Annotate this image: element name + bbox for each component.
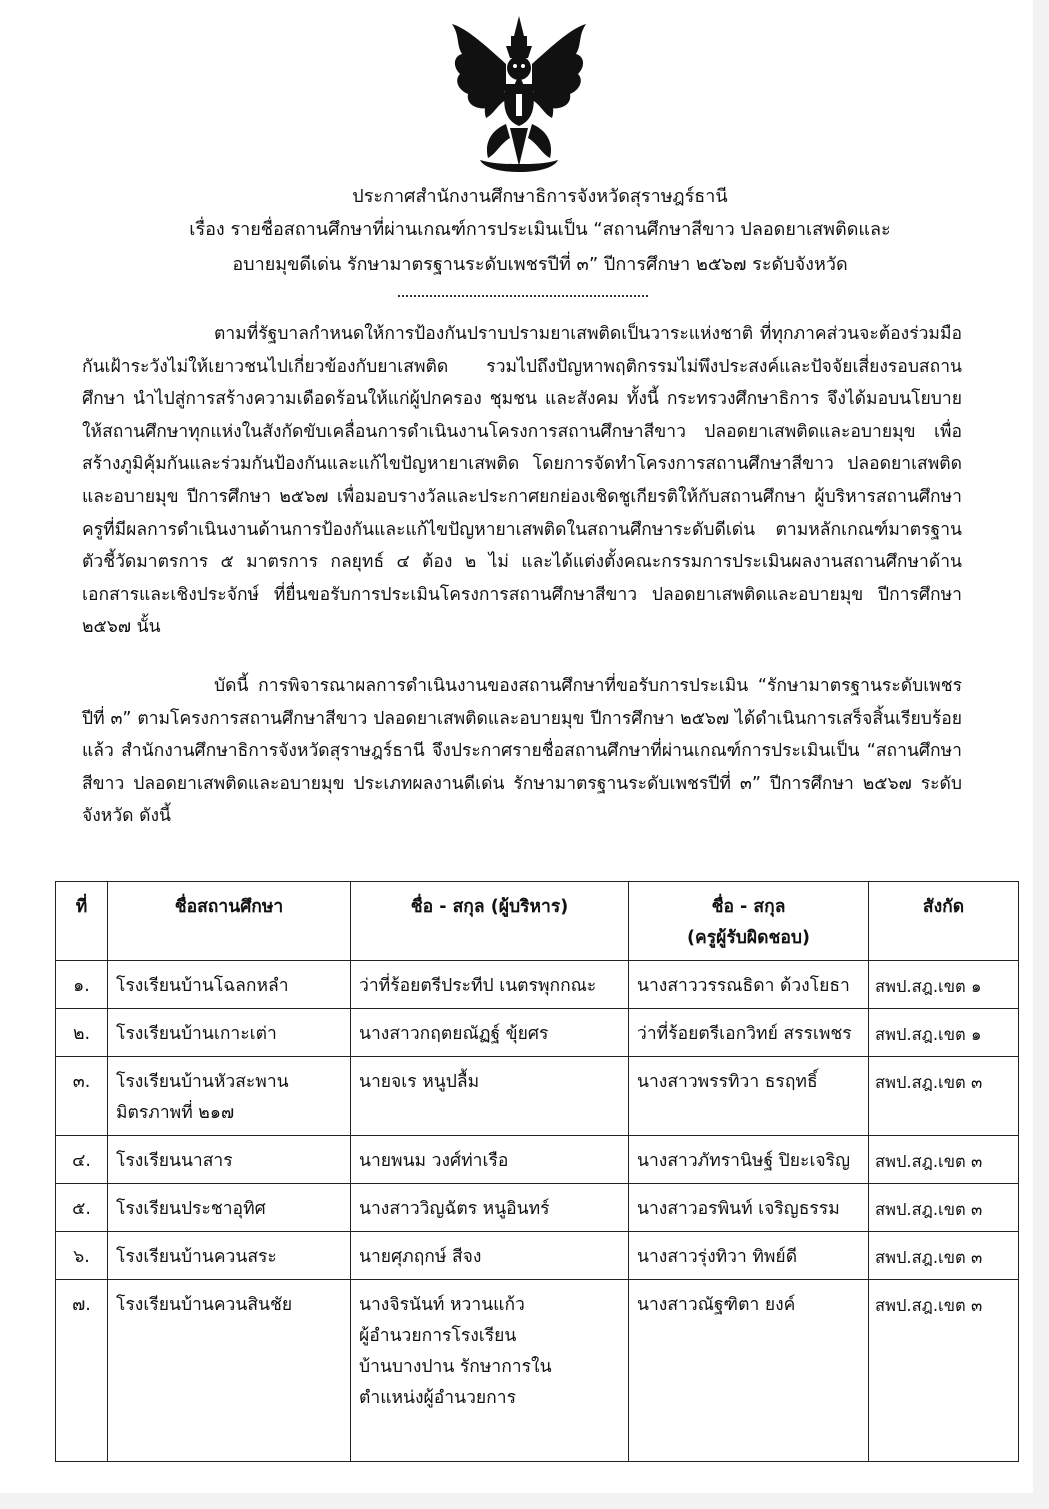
- row-affiliation: สพป.สฎ.เขต ๓: [869, 1280, 1019, 1462]
- table-row: [56, 1057, 1019, 1136]
- garuda-emblem-icon: [444, 14, 594, 174]
- admin-line: ตำแหน่งผู้อำนวยการ: [359, 1388, 516, 1408]
- header-teacher-line1: ชื่อ - สกุล: [711, 897, 786, 917]
- row-affiliation: สพป.สฎ.เขต ๓: [869, 1057, 1019, 1136]
- admin-line: ว่าที่ร้อยตรีประทีป เนตรพุกกณะ: [359, 976, 597, 996]
- admin-line: นายจเร หนูปลื้ม: [359, 1072, 480, 1092]
- row-school: [108, 961, 351, 1009]
- row-school: [108, 1184, 351, 1232]
- table-row: [56, 1009, 1019, 1057]
- row-affiliation: สพป.สฎ.เขต ๑: [869, 1009, 1019, 1057]
- row-no: ๖.: [56, 1232, 108, 1280]
- school-list-table: [55, 881, 1019, 1462]
- row-teacher: นางสาวพรรทิวา ธรฤทธิ์: [629, 1057, 869, 1136]
- row-affiliation: สพป.สฎ.เขต ๓: [869, 1136, 1019, 1184]
- header-no: ที่: [56, 882, 108, 961]
- row-school: [108, 1280, 351, 1462]
- admin-line: นางจิรนันท์ หวานแก้ว: [359, 1295, 525, 1315]
- row-no: ๒.: [56, 1009, 108, 1057]
- row-admin: [351, 1009, 629, 1057]
- row-affiliation: สพป.สฎ.เขต ๓: [869, 1184, 1019, 1232]
- row-school: [108, 1009, 351, 1057]
- row-school: [108, 1057, 351, 1136]
- header-admin: ชื่อ - สกุล (ผู้บริหาร): [351, 882, 629, 961]
- school-line: โรงเรียนบ้านโฉลกหลำ: [116, 976, 289, 996]
- school-line: มิตรภาพที่ ๒๑๗: [116, 1103, 235, 1123]
- row-admin: [351, 1232, 629, 1280]
- header-school: ชื่อสถานศึกษา: [108, 882, 351, 961]
- paragraph-2: บัดนี้ การพิจารณาผลการดำเนินงานของสถานศึกษาที่ขอรับการประเมิน “รักษามาตรฐานระดับเพชรปีที่ ๓” ตามโครงการสถานศึกษาสีขาว ปลอดยาเสพติดและอบายมุข ปีการศึกษา ๒๕๖๗ ได้ดำเนินการเสร็จสิ้นเรียบร้อยแล้ว สำนักงานศึกษาธิการจังหวัดสุราษฎร์ธานี จึงประกาศรายชื่อสถานศึกษาที่ผ่านเกณฑ์การประเมินเป็น “สถานศึกษาสีขาว ปลอดยาเสพติดและอบายมุข ประเภทผลงานดีเด่น รักษามาตรฐานระดับเพชรปีที่ ๓” ปีการศึกษา ๒๕๖๗ ระดับจังหวัด ดังนี้: [82, 676, 962, 827]
- school-line: โรงเรียนบ้านหัวสะพาน: [116, 1072, 289, 1092]
- row-affiliation: สพป.สฎ.เขต ๑: [869, 961, 1019, 1009]
- header-affiliation: สังกัด: [869, 882, 1019, 961]
- row-teacher: นางสาวณัฐฑิตา ยงค์: [629, 1280, 869, 1462]
- row-no: ๔.: [56, 1136, 108, 1184]
- admin-line: นายศุภฤกษ์ สีจง: [359, 1247, 482, 1267]
- school-line: โรงเรียนนาสาร: [116, 1151, 233, 1171]
- row-teacher: นางสาวอรพินท์ เจริญธรรม: [629, 1184, 869, 1232]
- row-admin: [351, 1057, 629, 1136]
- header-teacher-line2: (ครูผู้รับผิดชอบ): [687, 928, 810, 948]
- admin-line: นางสาววิญฉัตร หนูอินทร์: [359, 1199, 550, 1219]
- row-affiliation: สพป.สฎ.เขต ๓: [869, 1232, 1019, 1280]
- subject-line-1: เรื่อง รายชื่อสถานศึกษาที่ผ่านเกณฑ์การประเมินเป็น “สถานศึกษาสีขาว ปลอดยาเสพติดและ: [189, 219, 891, 240]
- row-teacher: นางสาวรุ่งทิวา ทิพย์ดี: [629, 1232, 869, 1280]
- row-no: ๓.: [56, 1057, 108, 1136]
- school-line: โรงเรียนประชาอุทิศ: [116, 1199, 266, 1219]
- row-no: ๑.: [56, 961, 108, 1009]
- announcement-title: ประกาศสำนักงานศึกษาธิการจังหวัดสุราษฎร์ธานี: [352, 186, 728, 207]
- row-admin: [351, 961, 629, 1009]
- table-header-row: [56, 882, 1019, 961]
- row-admin: [351, 1184, 629, 1232]
- admin-line: ผู้อำนวยการโรงเรียน: [359, 1326, 517, 1346]
- row-teacher: นางสาววรรณธิดา ด้วงโยธา: [629, 961, 869, 1009]
- admin-line: นายพนม วงศ์ท่าเรือ: [359, 1151, 509, 1171]
- admin-line: บ้านบางปาน รักษาการใน: [359, 1357, 552, 1377]
- school-line: โรงเรียนบ้านควนสระ: [116, 1247, 277, 1267]
- row-admin: [351, 1280, 629, 1462]
- row-school: [108, 1232, 351, 1280]
- table-row: [56, 1280, 1019, 1462]
- row-no: ๕.: [56, 1184, 108, 1232]
- subject-line-2: อบายมุขดีเด่น รักษามาตรฐานระดับเพชรปีที่ ๓” ปีการศึกษา ๒๕๖๗ ระดับจังหวัด: [232, 254, 848, 275]
- row-teacher: นางสาวภัทรานิษฐ์ ปิยะเจริญ: [629, 1136, 869, 1184]
- row-teacher: ว่าที่ร้อยตรีเอกวิทย์ สรรเพชร: [629, 1009, 869, 1057]
- row-no: ๗.: [56, 1280, 108, 1462]
- table-row: [56, 1232, 1019, 1280]
- school-line: โรงเรียนบ้านควนสินชัย: [116, 1295, 293, 1315]
- row-school: [108, 1136, 351, 1184]
- table-row: [56, 961, 1019, 1009]
- table-row: [56, 1184, 1019, 1232]
- dotted-divider: [398, 295, 648, 297]
- paragraph-1: ตามที่รัฐบาลกำหนดให้การป้องกันปราบปรามยาเสพติดเป็นวาระแห่งชาติ ที่ทุกภาคส่วนจะต้องร่วมมือกันเฝ้าระวังไม่ให้เยาวชนไปเกี่ยวข้องกับยาเสพติด รวมไปถึงปัญหาพฤติกรรมไม่พึงประสงค์และปัจจัยเสี่ยงรอบสถานศึกษา นำไปสู่การสร้างความเดือดร้อนให้แก่ผู้ปกครอง ชุมชน และสังคม ทั้งนี้ กระทรวงศึกษาธิการ จึงได้มอบนโยบายให้สถานศึกษาทุกแห่งในสังกัดขับเคลื่อนการดำเนินงานโครงการสถานศึกษาสีขาว ปลอดยาเสพติดและอบายมุข เพื่อสร้างภูมิคุ้มกันและร่วมกันป้องกันและแก้ไขปัญหายาเสพติด โดยการจัดทำโครงการสถานศึกษาสีขาว ปลอดยาเสพติดและอบายมุข ปีการศึกษา ๒๕๖๗ เพื่อมอบรางวัลและประกาศยกย่องเชิดชูเกียรติให้กับสถานศึกษา ผู้บริหารสถานศึกษา ครูที่มีผลการดำเนินงานด้านการป้องกันและแก้ไขปัญหายาเสพติดในสถานศึกษาระดับดีเด่น ตามหลักเกณฑ์มาตรฐานตัวชี้วัดมาตรการ ๕ มาตรการ กลยุทธ์ ๔ ต้อง ๒ ไม่ และได้แต่งตั้งคณะกรรมการประเมินผลงานสถานศึกษาด้านเอกสารและเชิงประจักษ์ ที่ยื่นขอรับการประเมินโครงการสถานศึกษาสีขาว ปลอดยาเสพติดและอบายมุข ปีการศึกษา ๒๕๖๗ นั้น: [82, 324, 962, 638]
- header-teacher: [629, 882, 869, 961]
- row-admin: [351, 1136, 629, 1184]
- admin-line: นางสาวกฤตยณัฏฐ์ ขุ้ยศร: [359, 1024, 549, 1044]
- school-line: โรงเรียนบ้านเกาะเต่า: [116, 1024, 277, 1044]
- table-row: [56, 1136, 1019, 1184]
